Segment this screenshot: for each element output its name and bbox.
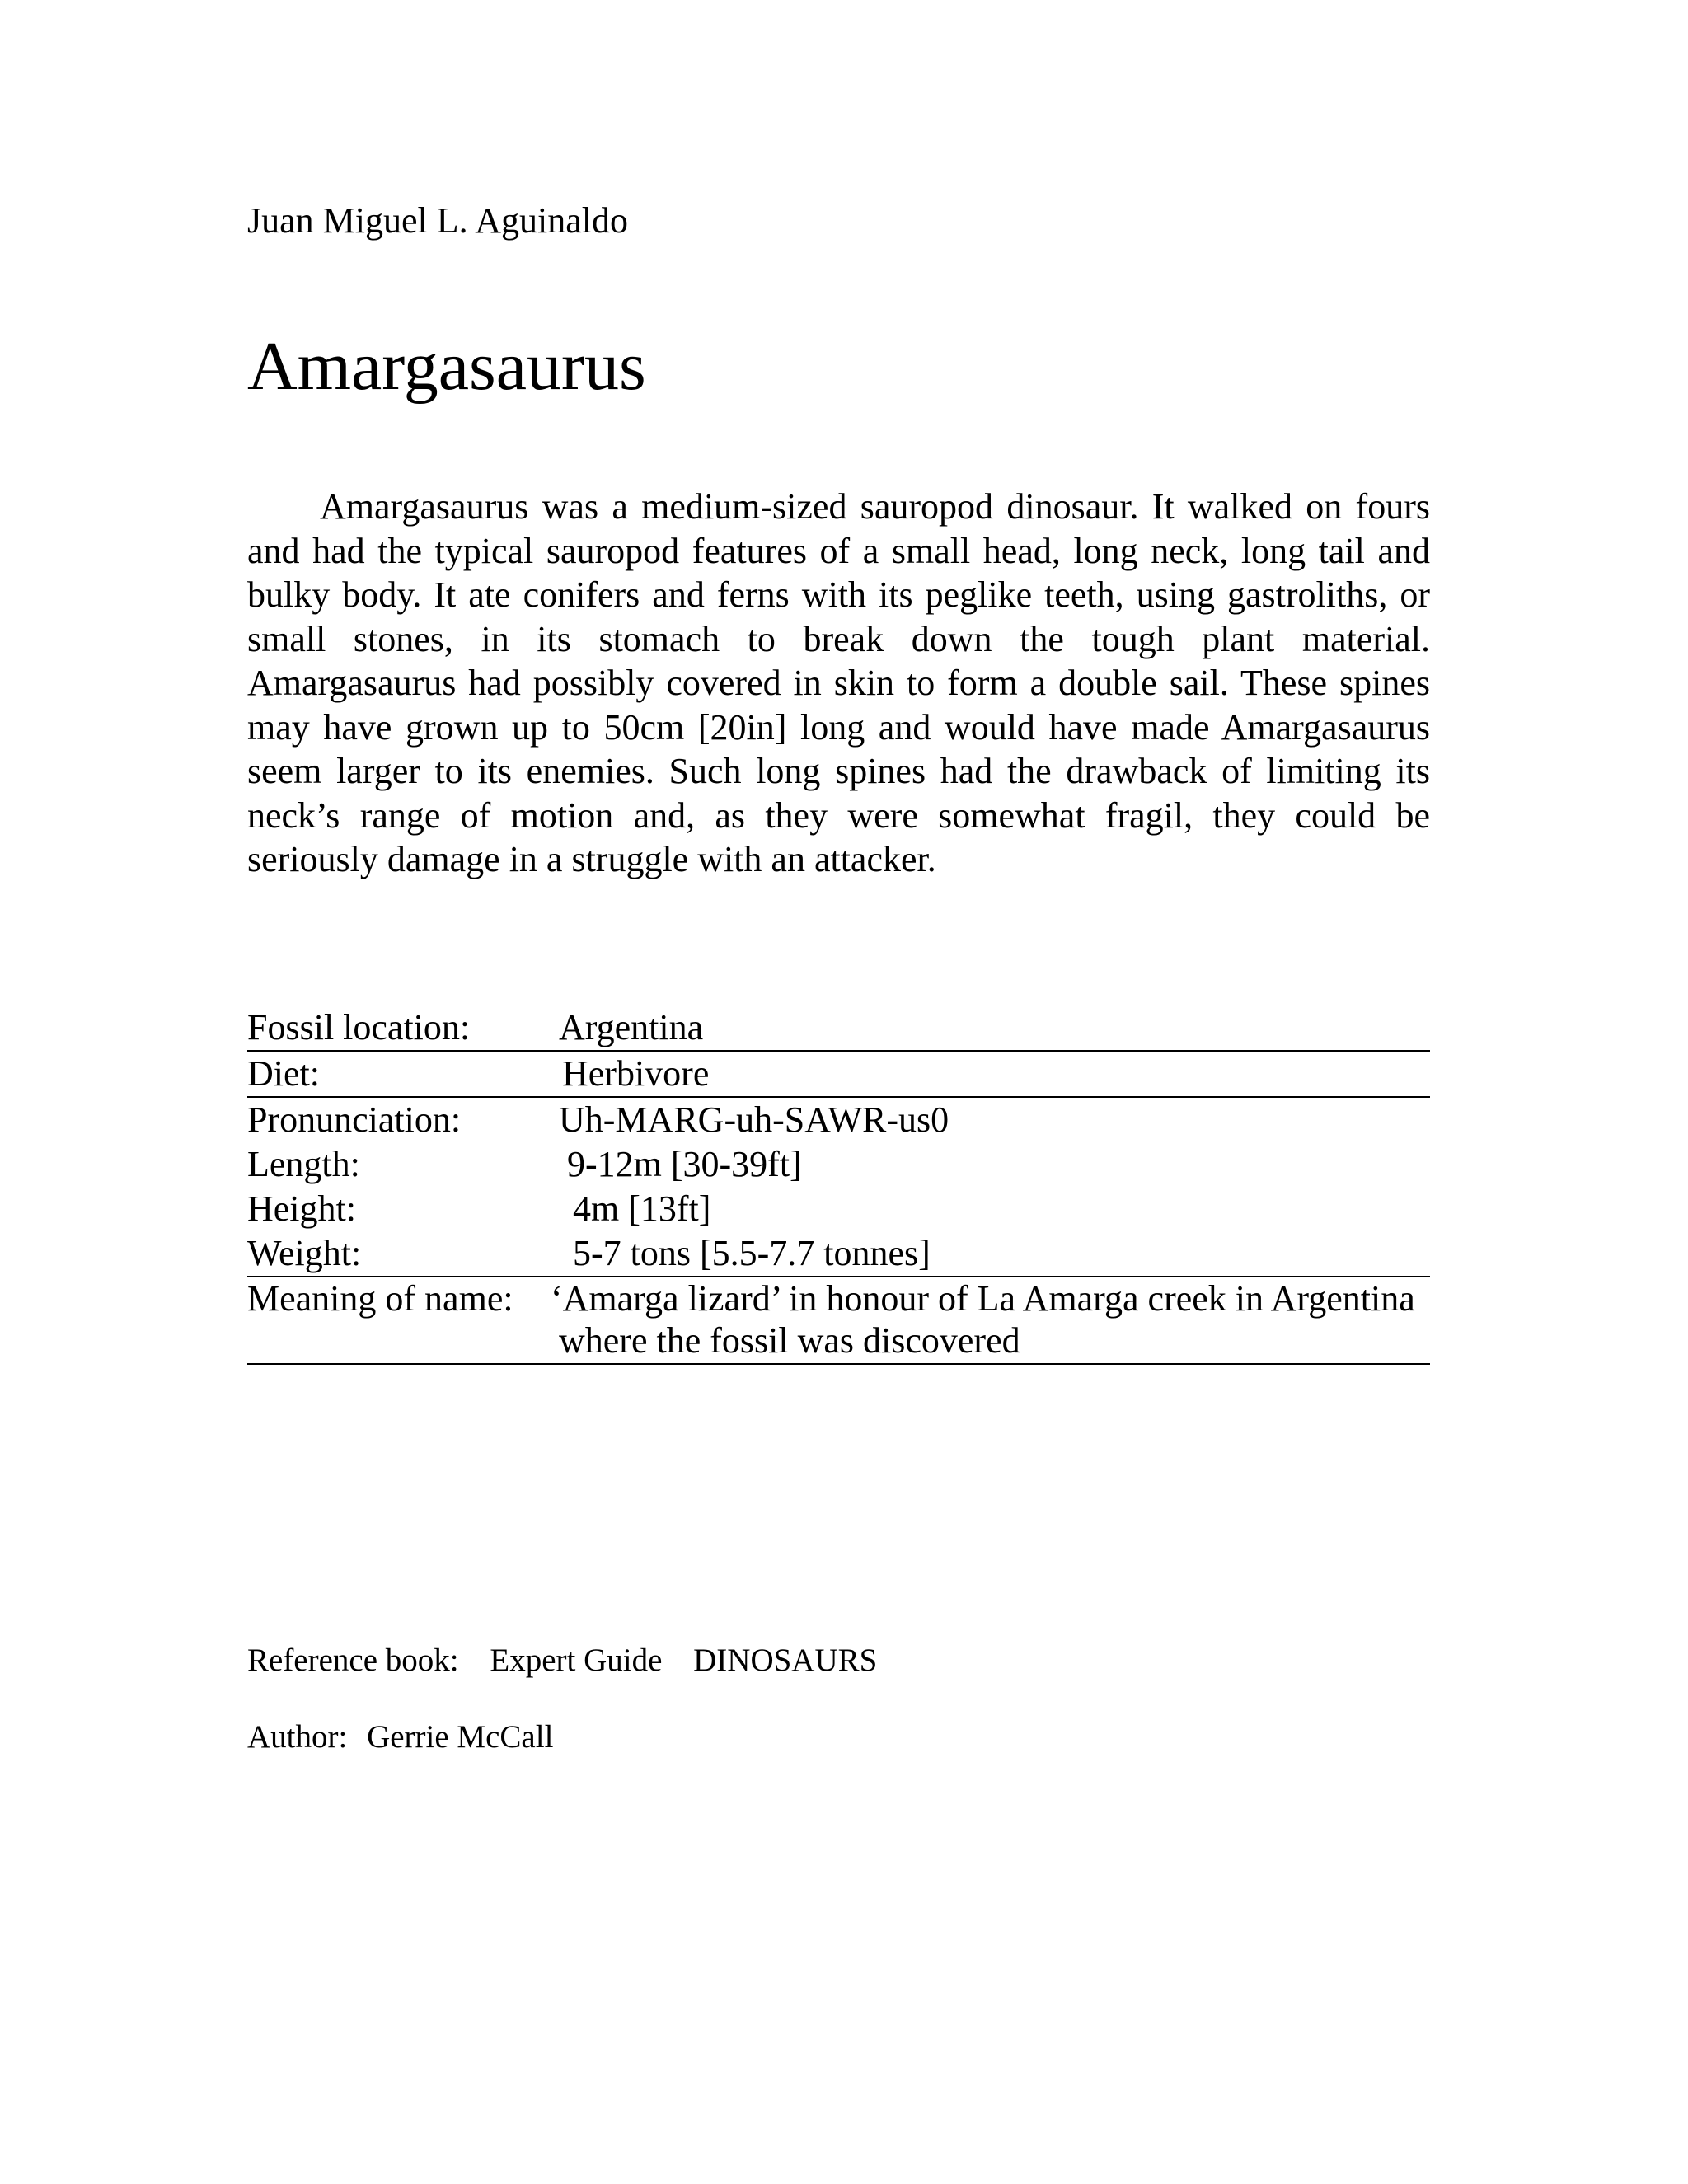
- fact-value: 5-7 tons [5.5-7.7 tonnes]: [573, 1233, 931, 1273]
- description-paragraph: Amargasaurus was a medium-sized sauropod dinosaur. It walked on fours and had the typical sauropod features of a small head, long neck, long tail and bulky body. It ate conifers and ferns with its peglike teeth, using gastroliths, or small stones, in its stomach to break down the tough plant material. Amargasaurus had possibly covered in skin to form a double sail. These spines may have grown up to 50cm [20in] long and would have made Amargasaurus seem larger to its enemies. Such long spines had the drawback of limiting its neck’s range of motion and, as they were somewhat fragil, they could be seriously damage in a struggle with an attacker.: [247, 486, 1430, 879]
- reference-book-title: Expert Guide: [490, 1643, 663, 1678]
- fact-row-weight: [247, 1231, 1430, 1277]
- fact-row-height: [247, 1187, 1430, 1231]
- reference-author-line: [247, 1717, 553, 1758]
- meaning-line-2: where the fossil was discovered: [559, 1320, 1020, 1361]
- fact-row-pronunciation: [247, 1098, 1430, 1142]
- reference-label: Reference book:: [247, 1643, 459, 1678]
- reference-book-line: [247, 1640, 877, 1681]
- reference-author-label: Author:: [247, 1719, 348, 1755]
- reference-author-value: Gerrie McCall: [367, 1719, 554, 1755]
- fact-value: Argentina: [559, 1007, 704, 1047]
- fact-label: Meaning of name:: [247, 1278, 513, 1319]
- fact-label: Weight:: [247, 1233, 362, 1273]
- fact-value: [551, 1277, 1415, 1361]
- fact-row-diet: [247, 1052, 1430, 1098]
- facts-table: [247, 1005, 1430, 1365]
- fact-label: Height:: [247, 1188, 356, 1229]
- fact-value: Uh-MARG-uh-SAWR-us0: [559, 1099, 950, 1140]
- fact-value: 4m [13ft]: [573, 1188, 711, 1229]
- reference-book-subtitle: DINOSAURS: [693, 1643, 878, 1678]
- fact-label: Diet:: [247, 1053, 320, 1094]
- fact-label: Pronunciation:: [247, 1099, 462, 1140]
- fact-label: Fossil location:: [247, 1007, 471, 1047]
- fact-row-fossil-location: [247, 1005, 1430, 1052]
- meaning-line-1: ‘Amarga lizard’ in honour of La Amarga creek in Argentina: [551, 1278, 1415, 1319]
- fact-label: Length:: [247, 1144, 360, 1184]
- fact-value: 9-12m [30-39ft]: [567, 1144, 802, 1184]
- fact-row-length: [247, 1142, 1430, 1187]
- author-name: Juan Miguel L. Aguinaldo: [247, 200, 628, 241]
- fact-value: Herbivore: [562, 1053, 710, 1094]
- page-title: Amargasaurus: [247, 328, 646, 405]
- fact-row-meaning: [247, 1277, 1430, 1365]
